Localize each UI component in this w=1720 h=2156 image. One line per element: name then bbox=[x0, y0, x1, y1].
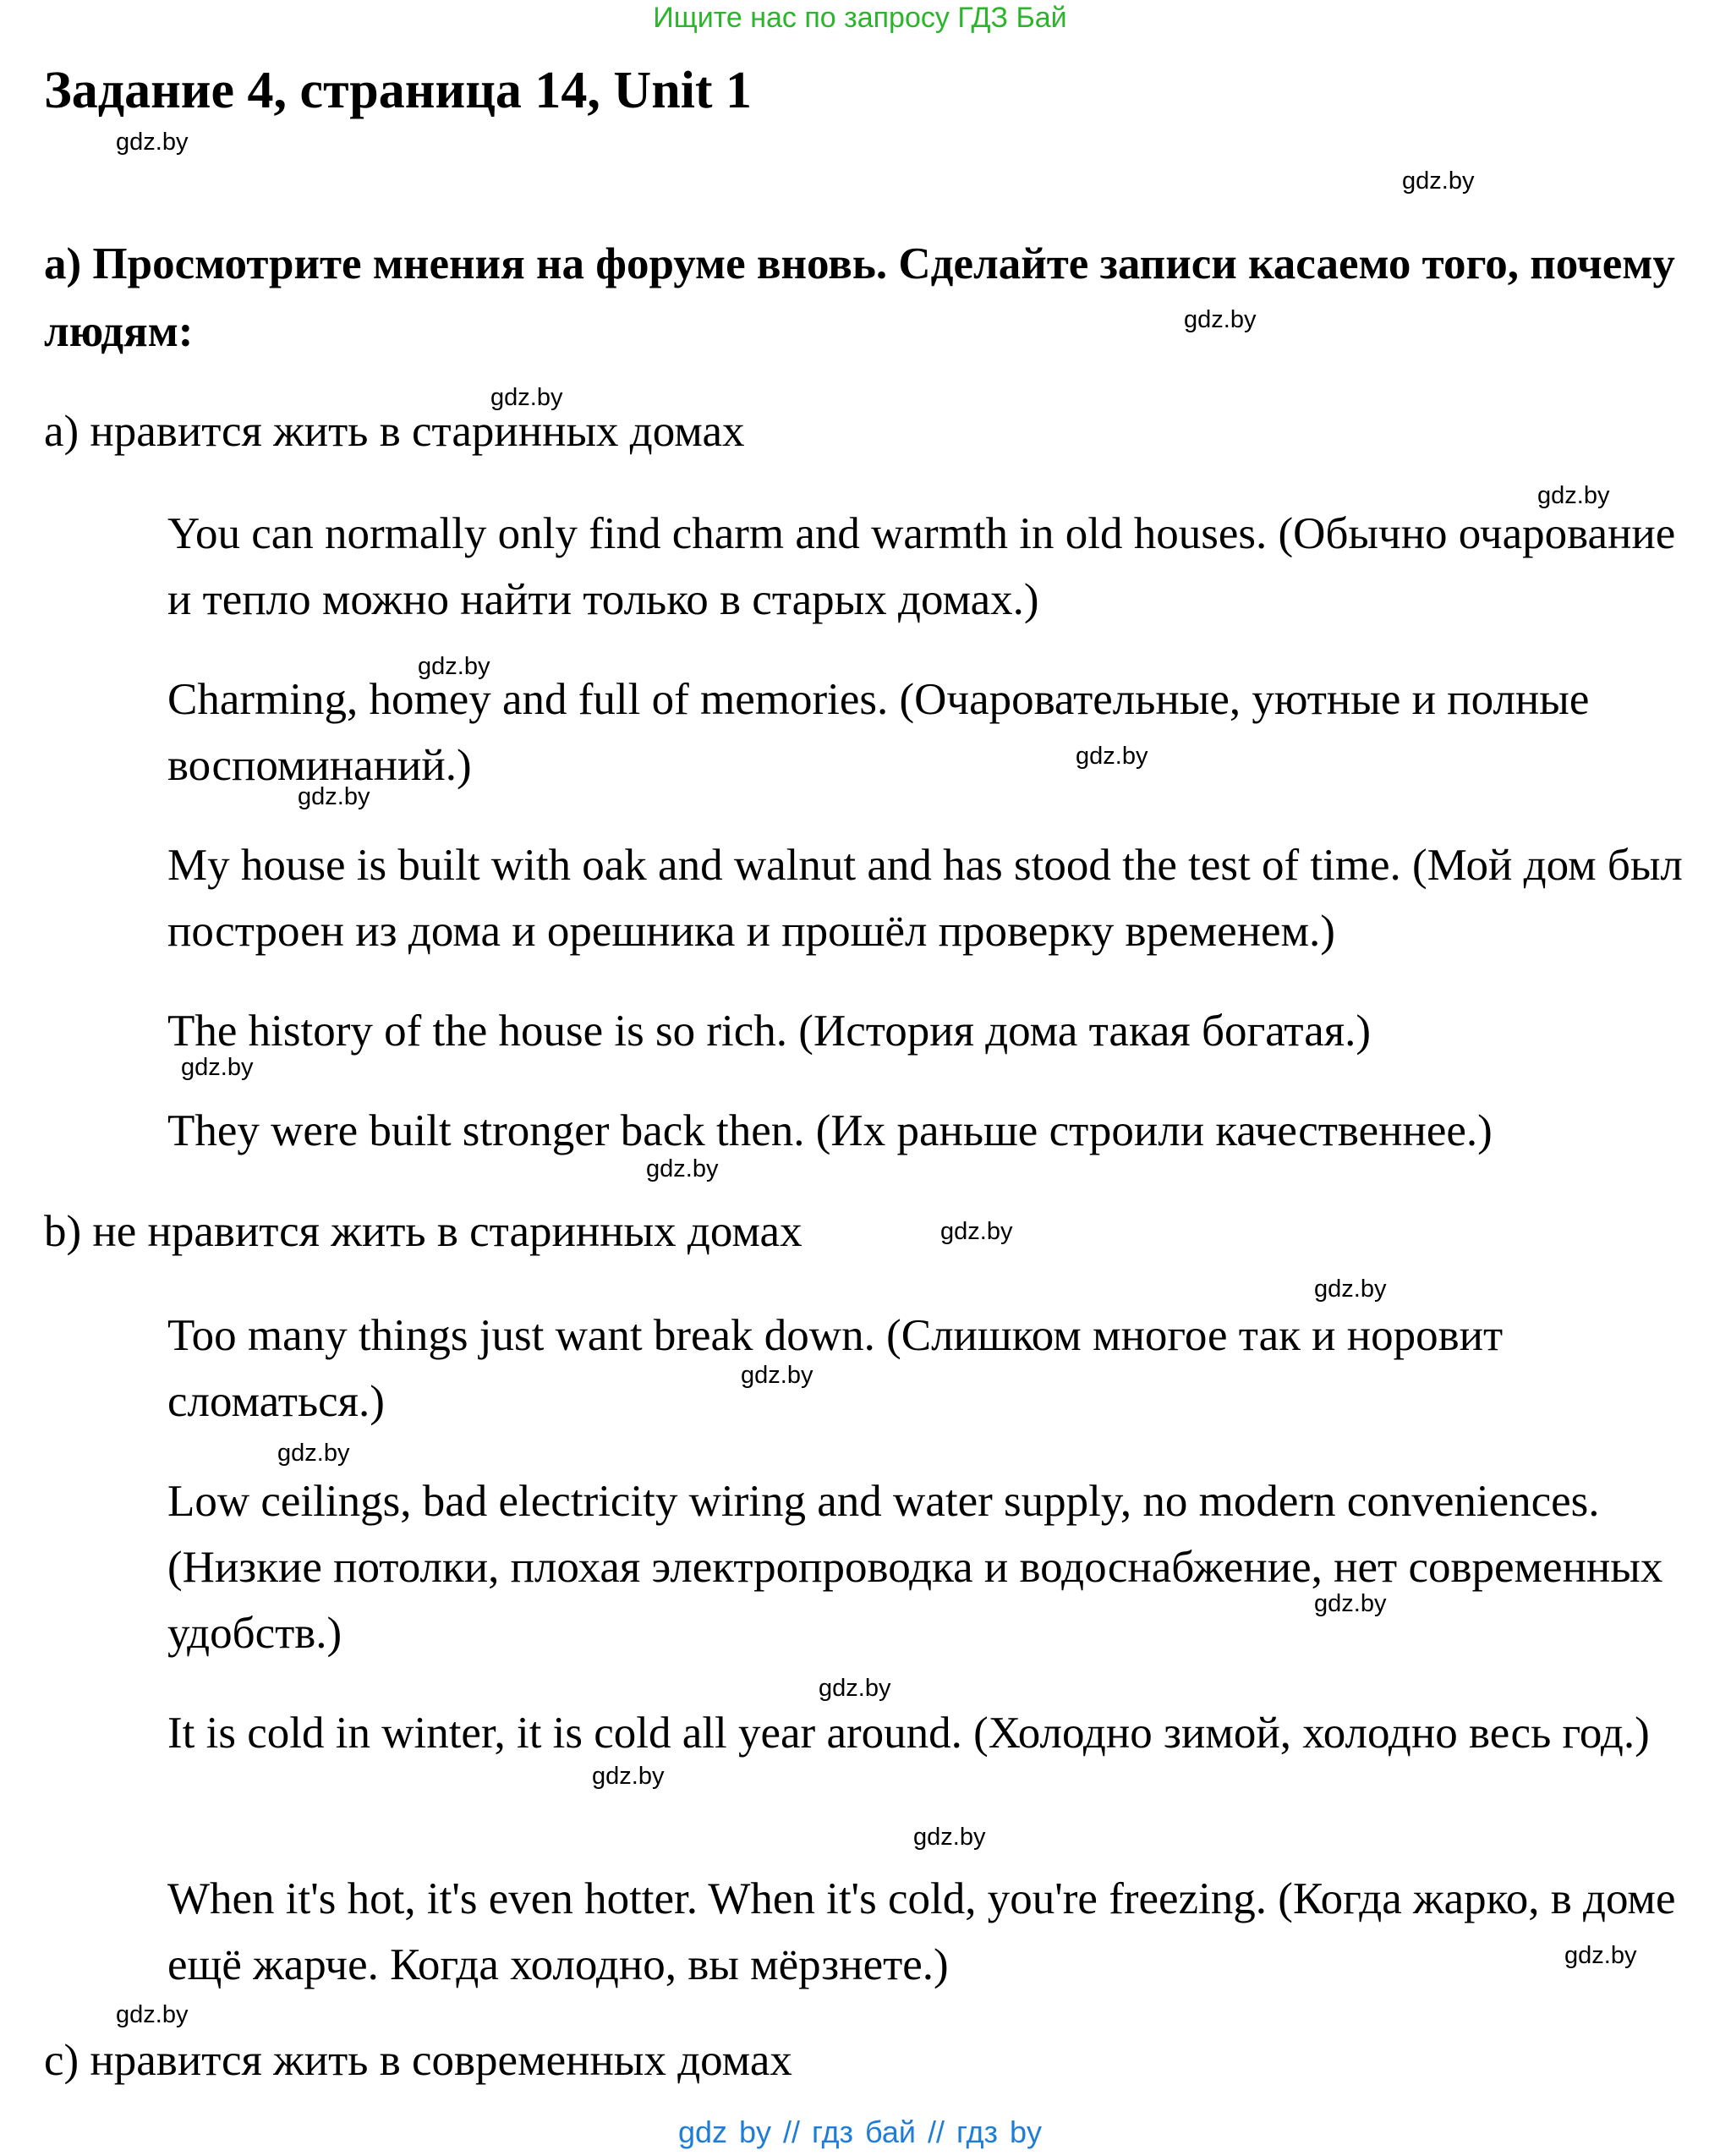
answer-a-4: The history of the house is so rich. (История дома такая богатая.) bbox=[167, 1007, 1372, 1056]
watermark: gdz.by bbox=[1076, 743, 1148, 770]
watermark: gdz.by bbox=[298, 783, 370, 810]
answer-a-5: They were built stronger back then. (Их раньше строили качественнее.) bbox=[167, 1106, 1493, 1155]
answer-a-1: You can normally only find charm and warmth in old houses. (Обычно очарование и тепло можно найти только в старых домах.) bbox=[167, 509, 1676, 624]
watermark: gdz.by bbox=[277, 1440, 350, 1467]
answer-b-3: It is cold in winter, it is cold all year around. (Холодно зимой, холодно весь год.) bbox=[167, 1709, 1650, 1758]
watermark: gdz.by bbox=[116, 129, 189, 156]
watermark: gdz.by bbox=[1314, 1590, 1387, 1617]
task-heading: a) Просмотрите мнения на форуме вновь. Сделайте записи касаемо того, почему людям: bbox=[44, 239, 1675, 356]
answer-a-3: My house is built with oak and walnut and has stood the test of time. (Мой дом был построен из дома и орешника и прошёл проверку временем.) bbox=[167, 841, 1683, 956]
watermark: gdz.by bbox=[490, 384, 563, 411]
page-title: Задание 4, страница 14, Unit 1 bbox=[44, 62, 753, 119]
watermark: gdz.by bbox=[418, 653, 490, 680]
watermark: gdz.by bbox=[1537, 482, 1610, 509]
answer-a-2: Charming, homey and full of memories. (Очаровательные, уютные и полные воспоминаний.) bbox=[167, 675, 1590, 790]
watermark: gdz.by bbox=[116, 2001, 189, 2028]
watermark: gdz.by bbox=[741, 1362, 813, 1389]
watermark: gdz.by bbox=[819, 1675, 891, 1702]
section-c-label: с) нравится жить в современных домах bbox=[44, 2036, 792, 2085]
watermark: gdz.by bbox=[940, 1218, 1013, 1245]
watermark: gdz.by bbox=[913, 1824, 986, 1851]
watermark: gdz.by bbox=[1402, 167, 1475, 195]
watermark: gdz.by bbox=[1184, 306, 1257, 333]
answer-b-2: Low ceilings, bad electricity wiring and water supply, no modern conveniences. (Низкие потолки, плохая электропроводка и водоснабжение, нет современных удобств.) bbox=[167, 1477, 1663, 1658]
top-banner: Ищите нас по запросу ГДЗ Бай bbox=[653, 2, 1067, 34]
watermark: gdz.by bbox=[1314, 1275, 1387, 1303]
bottom-banner: gdz by // гдз бай // гдз by bbox=[677, 2115, 1043, 2149]
answer-b-1: Too many things just want break down. (Слишком многое так и норовит сломаться.) bbox=[167, 1311, 1504, 1426]
watermark: gdz.by bbox=[1564, 1942, 1637, 1969]
watermark: gdz.by bbox=[181, 1054, 254, 1081]
section-b-label: b) не нравится жить в старинных домах bbox=[44, 1207, 802, 1256]
watermark: gdz.by bbox=[646, 1155, 719, 1182]
section-a-label: а) нравится жить в старинных домах bbox=[44, 407, 745, 456]
watermark: gdz.by bbox=[592, 1763, 665, 1790]
answer-b-4: When it's hot, it's even hotter. When it's cold, you're freezing. (Когда жарко, в доме ещё жарче. Когда холодно, вы мёрзнете.) bbox=[167, 1874, 1676, 1989]
